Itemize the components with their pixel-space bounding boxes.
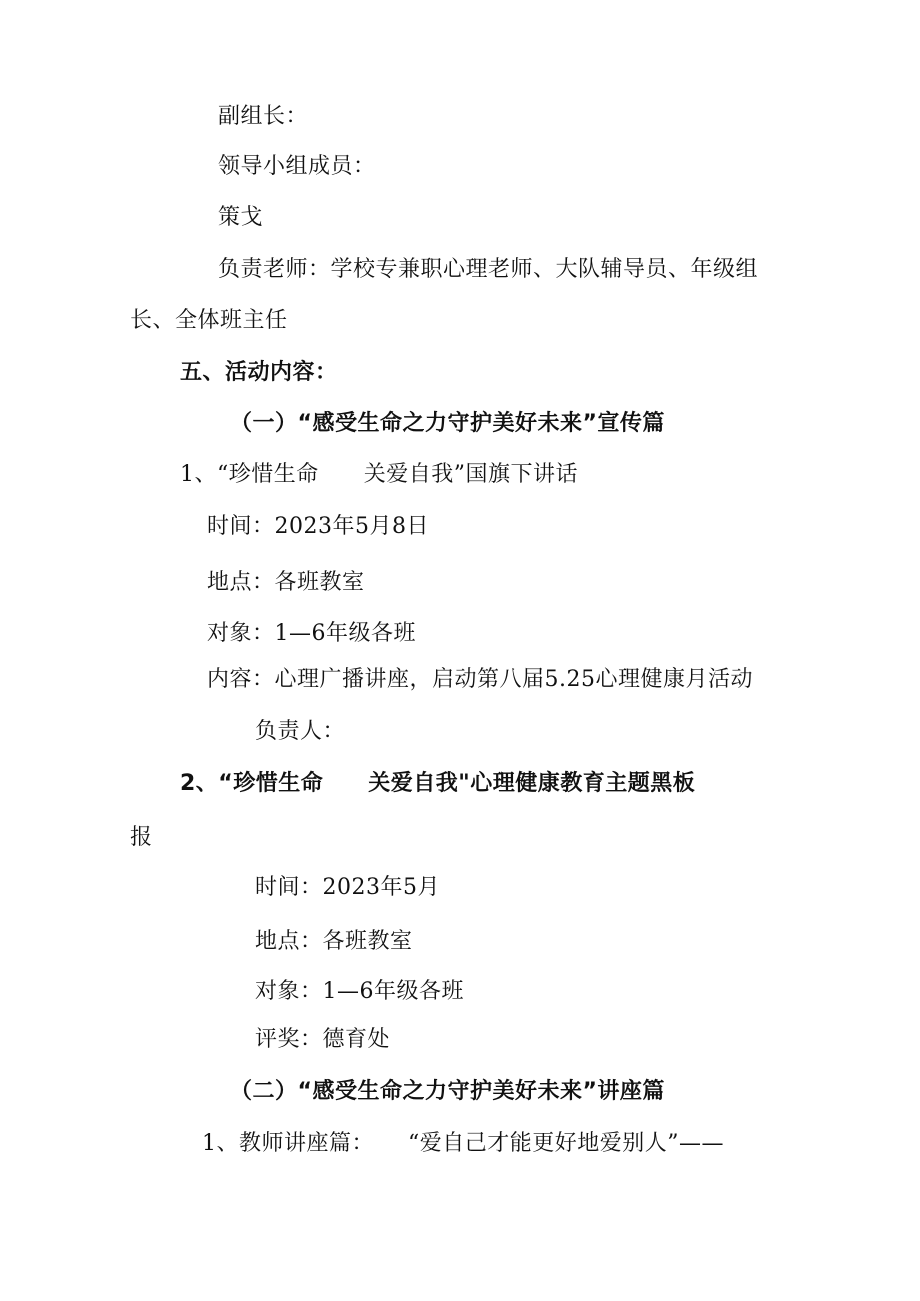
item-1-time: 时间：2023年5月8日 xyxy=(207,514,429,539)
responsible-teachers-continued-line: 长、全体班主任 xyxy=(130,308,288,333)
subsection-two-heading: （二）“感受生命之力守护美好未来”讲座篇 xyxy=(230,1079,665,1104)
responsible-teachers-line: 负责老师：学校专兼职心理老师、大队辅导员、年级组 xyxy=(218,257,759,282)
item-1-responsible: 负责人： xyxy=(255,719,346,744)
section-five-heading: 五、活动内容： xyxy=(180,360,338,385)
item-2-audience: 对象：1—6年级各班 xyxy=(255,979,464,1004)
vice-leader-line: 副组长： xyxy=(218,104,309,129)
leading-group-members-line: 领导小组成员： xyxy=(218,154,376,179)
item-2-award: 评奖：德育处 xyxy=(255,1027,391,1052)
item-2-title-continued: 报 xyxy=(130,825,153,850)
subsection-one-heading: （一）“感受生命之力守护美好未来”宣传篇 xyxy=(230,411,665,436)
item-1-content: 内容：心理广播讲座，启动第八届5.25心理健康月活动 xyxy=(207,667,753,692)
item-1-location: 地点：各班教室 xyxy=(207,570,365,595)
teacher-lecture-line: 1、教师讲座篇： “爱自己才能更好地爱别人”—— xyxy=(202,1131,724,1156)
item-2-location: 地点：各班教室 xyxy=(255,929,413,954)
planning-line: 策戈 xyxy=(218,205,264,230)
item-1-title: 1、“珍惜生命 关爱自我”国旗下讲话 xyxy=(180,462,578,487)
item-2-time: 时间：2023年5月 xyxy=(255,875,440,900)
item-2-title: 2、“珍惜生命 关爱自我"心理健康教育主题黑板 xyxy=(180,771,696,796)
item-1-audience: 对象：1—6年级各班 xyxy=(207,621,416,646)
